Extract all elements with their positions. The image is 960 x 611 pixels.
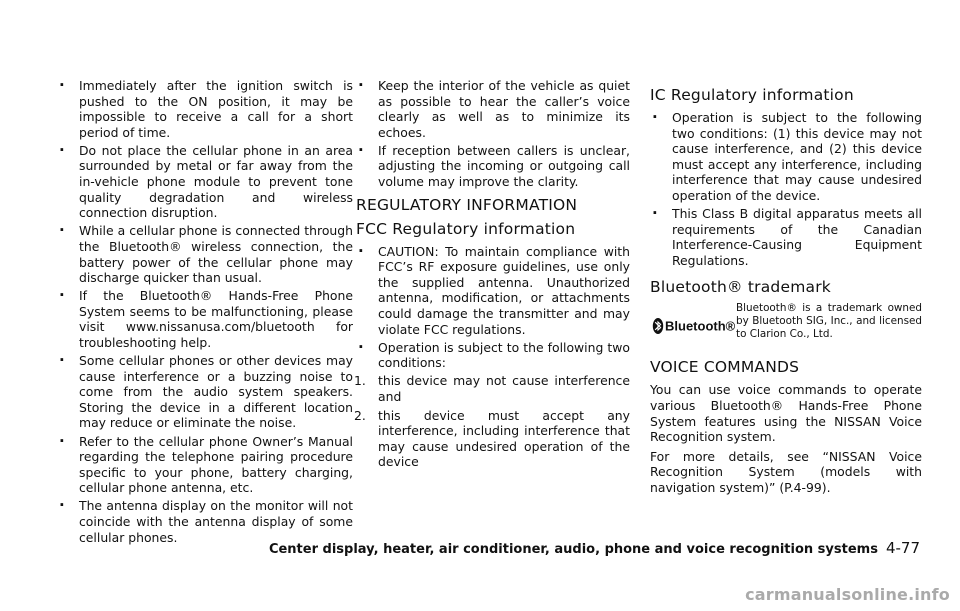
bluetooth-trademark-text: Bluetooth® is a trademark owned by Bluetooth SIG, Inc., and licensed to Clarion Co., Ltd.	[736, 302, 922, 341]
item-number: 2.	[354, 407, 366, 423]
page-number: 4-77	[885, 539, 920, 557]
watermark: carmanualsonline.info	[745, 585, 950, 604]
bullet-item: . The antenna display on the monitor will not coincide with the antenna display of some cellular phones.	[57, 498, 353, 545]
column-left	[57, 78, 353, 548]
heading-voice: VOICE COMMANDS	[650, 358, 800, 377]
footer-section-title: Center display, heater, air conditioner, audio, phone and voice recognition systems	[268, 542, 878, 557]
bullet-item: . If the Bluetooth® Hands-Free Phone System seems to be malfunctioning, please visit www.nissanusa.com/bluetooth for troubleshooting help.	[57, 288, 353, 350]
bullet-item: . Immediately after the ignition switch is pushed to the ON position, it may be impossible to receive a call for a short period of time.	[57, 78, 353, 140]
bullet-item: . While a cellular phone is connected through the Bluetooth® wireless connection, the battery power of the cellular phone may discharge quicker than usual.	[57, 223, 353, 285]
heading-ic: IC Regulatory information	[650, 86, 854, 104]
bluetooth-logo	[650, 302, 736, 350]
bluetooth-trademark	[650, 302, 922, 350]
bullet-item: . Operation is subject to the following two conditions: (1) this device may not cause interference, and (2) this device must accept any interference, including interference that may cause undesired operation of the device.	[650, 110, 922, 204]
bullet-item: . Operation is subject to the following two conditions:	[356, 340, 630, 371]
bullet-item: . Do not place the cellular phone in an area surrounded by metal or far away from the in-vehicle phone module to prevent tone quality degradation and wireless connection disruption.	[57, 143, 353, 221]
numbered-item	[356, 373, 630, 404]
page-footer	[269, 539, 920, 557]
heading-regulatory: REGULATORY INFORMATION	[356, 195, 578, 214]
column-right	[650, 86, 922, 500]
heading-bt: Bluetooth® trademark	[650, 278, 831, 297]
item-text: this device may not cause interference and	[378, 373, 630, 404]
bluetooth-wordmark: Bluetooth®	[665, 318, 736, 334]
voice-paragraph: You can use voice commands to operate various Bluetooth® Hands-Free Phone System features using the NISSAN Voice Recognition system.	[650, 382, 922, 445]
bullet-item: . CAUTION: To maintain compliance with FCC’s RF exposure guidelines, use only the supplied antenna. Unauthorized antenna, modification, or attachments could damage the transmitter and may violate FCC regulations.	[356, 244, 630, 338]
numbered-item	[356, 408, 630, 470]
bullet-item: . If reception between callers is unclear, adjusting the incoming or outgoing call volume may improve the clarity.	[356, 143, 630, 190]
column-middle	[356, 78, 630, 473]
bullet-item: . Refer to the cellular phone Owner’s Manual regarding the telephone pairing procedure specific to your phone, battery charging, cellular phone antenna, etc.	[57, 434, 353, 496]
heading-fcc: FCC Regulatory information	[356, 219, 576, 238]
item-number: 1.	[354, 373, 366, 389]
voice-paragraph: For more details, see “NISSAN Voice Recognition System (models with navigation system)” (P.4-99).	[650, 448, 922, 495]
bullet-item: . This Class B digital apparatus meets all requirements of the Canadian Interference-Causing Equipment Regulations.	[650, 206, 922, 268]
item-text: this device must accept any interference, including interference that may cause undesired operation of the device	[378, 407, 630, 470]
bullet-item: . Some cellular phones or other devices may cause interference or a buzzing noise to come from the audio system speakers. Storing the device in a different location may reduce or eliminate the noise.	[57, 353, 353, 431]
bluetooth-icon	[652, 316, 736, 336]
bullet-item: . Keep the interior of the vehicle as quiet as possible to hear the caller’s voice clearly as well as to minimize its echoes.	[356, 78, 630, 140]
